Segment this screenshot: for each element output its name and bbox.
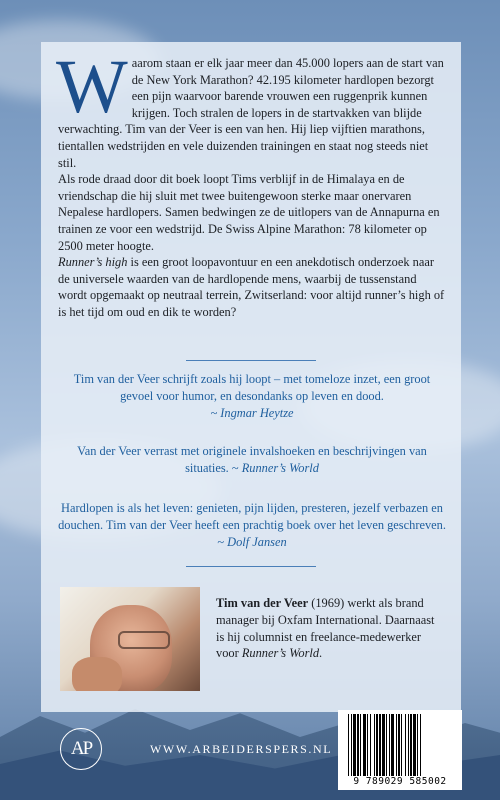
publisher-logo: AP <box>60 728 102 770</box>
blurb-paragraph-1: aarom staan er elk jaar meer dan 45.000 lopers aan de start van de New York Marathon? 42.195 kilometer hardlopen bezorgt een pijn waarvoor barende vrouwen een ruggenprik kunnen krijgen. Toch stralen de lopers in de startvakken van blijde verwachting. Tim van der Veer is een van hen. Hij liep vijftien marathons, tientallen wedstrijden en vele duizenden trainingen en staat nog steeds niet stil. <box>58 56 444 170</box>
barcode-bars <box>346 714 454 776</box>
review-quote-3 <box>58 500 446 551</box>
blurb-paragraph-2: Als rode draad door dit boek loopt Tims verblijf in de Himalaya en de vriendschap die hij sluit met twee buitengewoon sterke maar onervaren Nepalese hardlopers. Samen bedwingen ze de uitlopers van de Annapurna en trainen ze voor een wedstrijd. De Swiss Alpine Marathon: 78 kilometer op 2500 meter hoogte. <box>58 172 440 253</box>
review-quote-source: ~ Ingmar Heytze <box>210 406 294 420</box>
blurb <box>56 45 446 321</box>
author-name: Tim van der Veer <box>216 596 309 610</box>
review-quote-text: Van der Veer verrast met originele invalshoeken en beschrijvingen van situaties. ~ <box>77 444 427 475</box>
blurb-paragraph-3 <box>58 254 446 320</box>
drop-cap: W <box>56 45 128 129</box>
divider-top <box>186 360 316 361</box>
blurb-paragraph-3-text: is een groot loopavontuur en een anekdotisch onderzoek naar de universele waarden van de hardlopende mens, waarbij de tussenstand wordt opgemaakt op neutraal terrein, Zwitserland: voor altijd runner’s high of is het tijd om oud en dik te worden? <box>58 255 445 319</box>
author-photo <box>60 587 200 691</box>
book-title: Runner’s high <box>58 255 128 270</box>
magazine-name: Runner’s World <box>241 646 320 661</box>
review-quote-text: Tim van der Veer schrijft zoals hij loopt – met tomeloze inzet, een groot gevoel voor humor, en desondanks op leven en dood. <box>73 372 431 403</box>
review-quote-source: Runner’s World <box>241 461 319 475</box>
isbn-number: 9 789029 585002 <box>353 776 447 787</box>
review-quote-1 <box>58 371 446 422</box>
divider-bottom <box>186 566 316 567</box>
review-quote-2 <box>58 443 446 477</box>
publisher-website[interactable]: WWW.ARBEIDERSPERS.NL <box>150 742 333 756</box>
review-quote-source: Dolf Jansen <box>227 535 287 549</box>
isbn-barcode <box>338 710 462 790</box>
review-quote-text: Hardlopen is als het leven: genieten, pijn lijden, presteren, jezelf verbazen en douchen. Tim van der Veer heeft een prachtig boek over het leven geschreven. ~ <box>58 501 446 549</box>
author-bio: Tim van der Veer (1969) werkt als brand manager bij Oxfam International. Daarnaast is hij columnist en freelance-medewerker voor Runner’s World. <box>216 596 435 661</box>
